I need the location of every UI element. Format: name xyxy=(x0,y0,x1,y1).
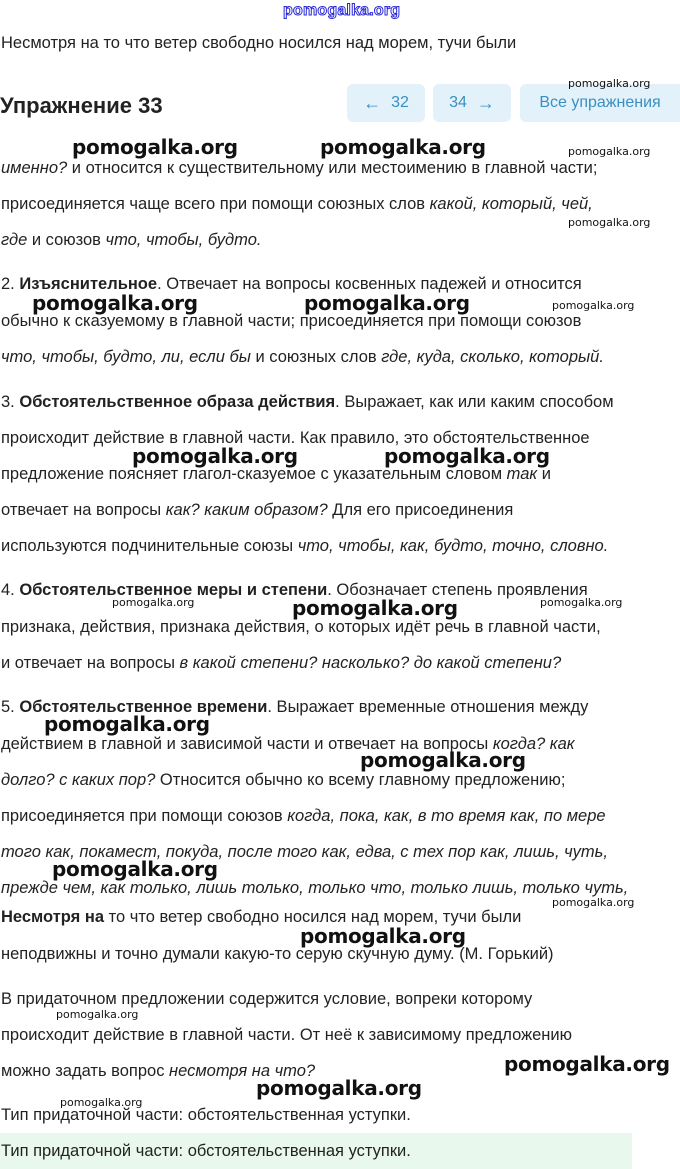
text-line: предложение поясняет глагол-сказуемое с указательным словом так и xyxy=(1,465,551,483)
arrow-right-icon: → xyxy=(476,92,495,113)
watermark: pomogalka.org xyxy=(568,216,651,229)
text-line: именно? и относится к существительному или местоимению в главной части; xyxy=(1,159,598,177)
answer-text: Тип придаточной части: обстоятельственная уступки. xyxy=(1,1142,411,1160)
text-line: того как, покамест, покуда, после того как, едва, с тех пор как, лишь, чуть, xyxy=(1,843,608,861)
text-line: прежде чем, как только, лишь только, только что, только лишь, только чуть, xyxy=(1,879,629,897)
watermark: pomogalka.org xyxy=(112,596,195,609)
prev-exercise-button[interactable] xyxy=(347,84,425,122)
watermark: pomogalka.org xyxy=(72,135,238,159)
text-line: используются подчинительные союзы что, чтобы, как, будто, точно, словно. xyxy=(1,537,609,555)
watermark: pomogalka.org xyxy=(52,857,218,881)
watermark: pomogalka.org xyxy=(44,712,210,736)
text-line: можно задать вопрос несмотря на что? xyxy=(1,1062,316,1080)
prev-exercise-label: 32 xyxy=(391,94,409,111)
page-title: Упражнение 33 xyxy=(0,93,163,118)
watermark: pomogalka.org xyxy=(320,135,486,159)
watermark: pomogalka.org xyxy=(32,291,198,315)
text-line: что, чтобы, будто, ли, если бы и союзных слов где, куда, сколько, который. xyxy=(1,348,604,366)
answer-box xyxy=(0,1133,632,1169)
page-subtitle: Несмотря на то что ветер свободно носился над морем, тучи были xyxy=(1,34,517,52)
watermark: pomogalka.org xyxy=(568,77,651,90)
text-line: 5. Обстоятельственное времени. Выражает временные отношения между xyxy=(1,698,589,716)
text-line: и отвечает на вопросы в какой степени? насколько? до какой степени? xyxy=(1,654,562,672)
watermark: pomogalka.org xyxy=(292,596,458,620)
watermark: pomogalka.org xyxy=(132,444,298,468)
text-line: 3. Обстоятельственное образа действия. Выражает, как или каким способом xyxy=(1,393,614,411)
next-exercise-button[interactable] xyxy=(433,84,511,122)
text-line: 2. Изъяснительное. Отвечает на вопросы косвенных падежей и относится xyxy=(1,275,582,293)
watermark: pomogalka.org xyxy=(540,596,623,609)
text-line: Несмотря на то что ветер свободно носился над морем, тучи были xyxy=(1,908,522,926)
watermark: pomogalka.org xyxy=(256,1076,422,1100)
watermark: pomogalka.org xyxy=(568,145,651,158)
text-line: присоединяется чаще всего при помощи союзных слов какой, который, чей, xyxy=(1,195,593,213)
text-line: присоединяется при помощи союзов когда, пока, как, в то время как, по мере xyxy=(1,807,606,825)
text-line: неподвижны и точно думали какую-то серую скучную думу. (М. Горький) xyxy=(1,945,554,963)
text-line: Тип придаточной части: обстоятельственная уступки. xyxy=(1,1106,411,1124)
arrow-left-icon: ← xyxy=(363,92,382,113)
text-line: действием в главной и зависимой части и отвечает на вопросы когда? как xyxy=(1,735,575,753)
watermark: pomogalka.org xyxy=(304,291,470,315)
watermark: pomogalka.org xyxy=(360,748,526,772)
text-line: отвечает на вопросы как? каким образом? Для его присоединения xyxy=(1,501,514,519)
text-line: происходит действие в главной части. Как правило, это обстоятельственное xyxy=(1,429,590,447)
text-line: обычно к сказуемому в главной части; присоединяется при помощи союзов xyxy=(1,312,582,330)
watermark: pomogalka.org xyxy=(60,1096,143,1109)
text-line: долго? с каких пор? Относится обычно ко всему главному предложению; xyxy=(1,771,566,789)
text-line: признака, действия, признака действия, о которых идёт речь в главной части, xyxy=(1,618,601,636)
next-exercise-label: 34 xyxy=(449,94,467,111)
text-line: где и союзов что, чтобы, будто. xyxy=(1,231,262,249)
watermark: pomogalka.org xyxy=(552,896,635,909)
watermark: pomogalka.org xyxy=(56,1008,139,1021)
top-watermark: pomogalka.org xyxy=(283,2,401,19)
watermark: pomogalka.org xyxy=(504,1052,670,1076)
watermark: pomogalka.org xyxy=(552,299,635,312)
text-line: 4. Обстоятельственное меры и степени. Обозначает степень проявления xyxy=(1,581,588,599)
text-line: происходит действие в главной части. От неё к зависимому предложению xyxy=(1,1026,572,1044)
watermark: pomogalka.org xyxy=(300,924,466,948)
all-exercises-label: Все упражнения xyxy=(539,94,661,111)
watermark: pomogalka.org xyxy=(384,444,550,468)
text-line: В придаточном предложении содержится условие, вопреки которому xyxy=(1,990,533,1008)
